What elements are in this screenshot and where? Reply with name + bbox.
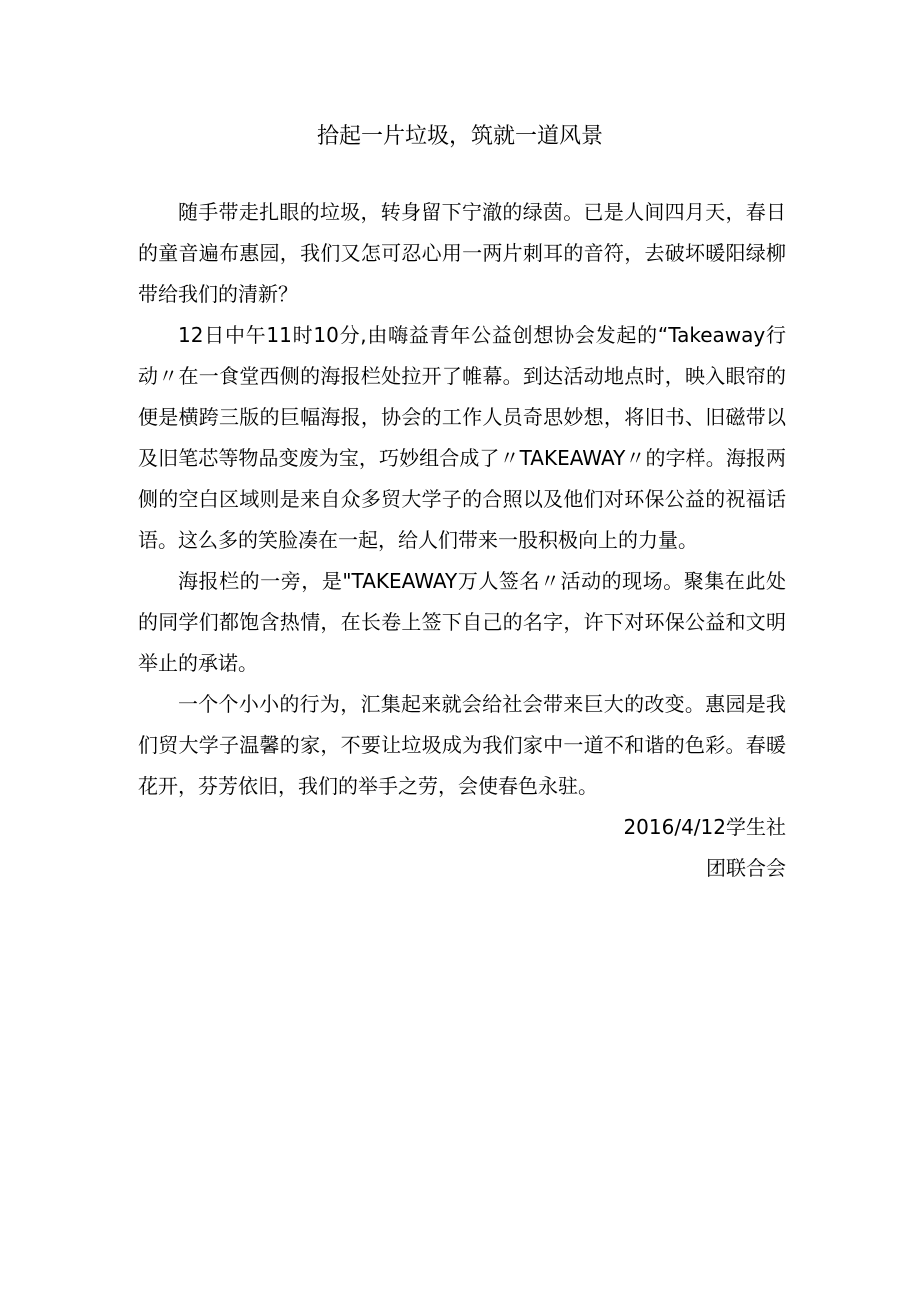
- signature-date-line: 2016/4/12学生社: [623, 815, 786, 839]
- paragraph-4: 一个个小小的行为，汇集起来就会给社会带来巨大的改变。惠园是我们贸大学子温馨的家，不要让垃圾成为我们家中一道不和谐的色彩。春暖花开，芬芳依旧，我们的举手之劳，会使春色永驻。: [138, 692, 786, 798]
- signature-org-line: 团联合会: [706, 856, 786, 880]
- document-title: 拾起一片垃圾，筑就一道风景: [316, 124, 603, 149]
- paragraph-1: 随手带走扎眼的垃圾，转身留下宁澈的绿茵。已是人间四月天，春日的童音遍布惠园，我们又怎可忍心用一两片刺耳的音符，去破坏暖阳绿柳带给我们的清新？: [138, 200, 786, 306]
- paragraph-2: 12日中午11时10分,由嗨益青年公益创想协会发起的“Takeaway行动〃在一食堂西侧的海报栏处拉开了帷幕。到达活动地点时，映入眼帘的便是横跨三版的巨幅海报，协会的工作人员奇思妙想，将旧书、旧磁带以及旧笔芯等物品变废为宝，巧妙组合成了〃TAKEAWAY〃的字样。海报两侧的空白区域则是来自众多贸大学子的合照以及他们对环保公益的祝福话语。这么多的笑脸凑在一起，给人们带来一股积极向上的力量。: [138, 323, 786, 552]
- document-body: [138, 192, 786, 889]
- paragraph-3: 海报栏的一旁，是"TAKEAWAY万人签名〃活动的现场。聚集在此处的同学们都饱含热情，在长卷上签下自己的名字，许下对环保公益和文明举止的承诺。: [138, 569, 786, 675]
